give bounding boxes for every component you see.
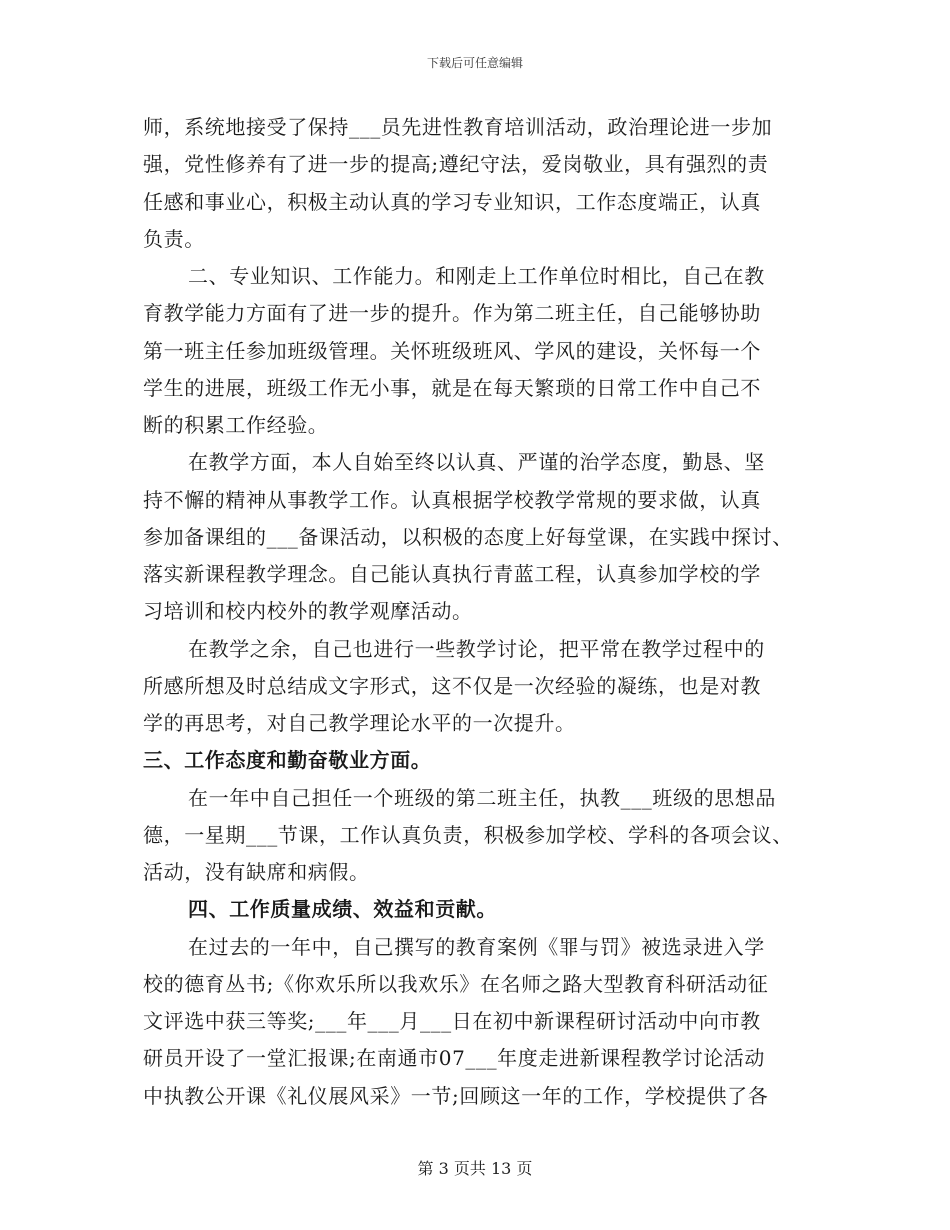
paragraph-line: 在一年中自己担任一个班级的第二班主任，执教___班级的思想品 — [188, 785, 776, 810]
paragraph-line: 德，一星期___节课，工作认真负责，积极参加学校、学科的各项会议、 — [143, 822, 793, 847]
page-header: 下载后可任意编辑 — [426, 56, 523, 70]
document-body — [143, 109, 823, 1115]
paragraph-line: 活动，没有缺席和病假。 — [143, 860, 370, 884]
paragraph-line: 落实新课程教学理念。自己能认真执行青蓝工程，认真参加学校的学 — [143, 562, 761, 586]
paragraph-line: 研员开设了一堂汇报课;在南通市07___年度走进新课程教学讨论活动 — [143, 1046, 765, 1071]
paragraph-line: 所感所想及时总结成文字形式，这不仅是一次经验的凝练，也是对教 — [143, 673, 761, 698]
paragraph-line: 负责。 — [143, 226, 205, 251]
page-footer: 第 3 页共 13 页 — [417, 1159, 533, 1178]
paragraph-line: 断的积累工作经验。 — [143, 413, 329, 437]
paragraph-line: 在教学方面，本人自始至终以认真、严谨的治学态度，勤恳、坚 — [188, 450, 765, 475]
paragraph-line: 育教学能力方面有了进一步的提升。作为第二班主任，自己能够协助 — [143, 301, 761, 326]
paragraph-line: 学生的进展，班级工作无小事，就是在每天繁琐的日常工作中自己不 — [143, 375, 761, 400]
paragraph-line: 在过去的一年中，自己撰写的教育案例《罪与罚》被选录进入学 — [188, 934, 765, 959]
section-heading: 三、工作态度和勤奋敬业方面。 — [143, 748, 432, 773]
paragraph-line: 师，系统地接受了保持___员先进性教育培训活动，政治理论进一步加 — [143, 115, 773, 139]
paragraph-line: 二、专业知识、工作能力。和刚走上工作单位时相比，自己在教 — [188, 264, 765, 288]
paragraph-line: 强，党性修养有了进一步的提高;遵纪守法，爱岗敬业，具有强烈的责 — [143, 152, 769, 177]
paragraph-line: 中执教公开课《礼仪展风采》一节;回顾这一年的工作，学校提供了各 — [143, 1083, 769, 1108]
paragraph-line: 习培训和校内校外的教学观摩活动。 — [143, 599, 473, 624]
paragraph-line: 第一班主任参加班级管理。关怀班级班风、学风的建设，关怀每一个 — [143, 338, 761, 363]
paragraph-line: 任感和事业心，积极主动认真的学习专业知识，工作态度端正，认真 — [143, 189, 761, 214]
paragraph-line: 在教学之余，自己也进行一些教学讨论，把平常在教学过程中的 — [188, 636, 765, 661]
section-heading: 四、工作质量成绩、效益和贡献。 — [188, 897, 497, 922]
paragraph-line: 学的再思考，对自己教学理论水平的一次提升。 — [143, 711, 576, 735]
paragraph-line: 持不懈的精神从事教学工作。认真根据学校教学常规的要求做，认真 — [143, 487, 761, 512]
paragraph-line: 参加备课组的___备课活动，以积极的态度上好每堂课，在实践中探讨、 — [143, 524, 793, 549]
paragraph-line: 文评选中获三等奖;___年___月___日在初中新课程研讨活动中向市教 — [143, 1009, 761, 1033]
paragraph-line: 校的德育丛书;《你欢乐所以我欢乐》在名师之路大型教育科研活动征 — [143, 971, 769, 996]
